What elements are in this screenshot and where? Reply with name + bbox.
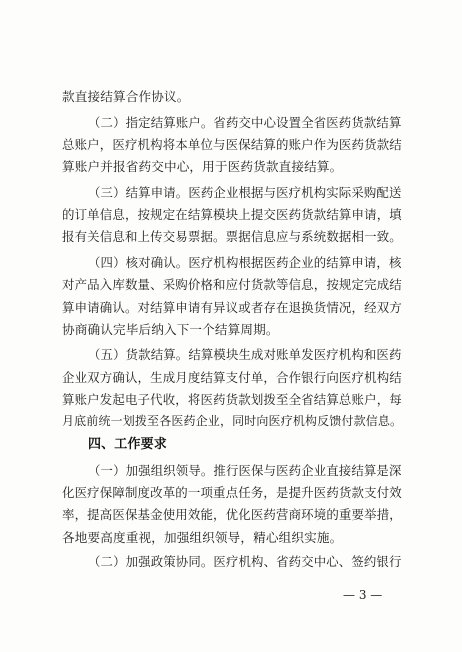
text-line-18: 化医疗保障制度改革的一项重点任务，是提升医药货款支付效 bbox=[62, 485, 402, 500]
text-line-13: 企业双方确认，生成月度结算支付单，合作银行向医疗机构结 bbox=[62, 370, 402, 385]
text-line-4: 算账户并报省药交中心，用于医药货款直接结算。 bbox=[62, 159, 343, 174]
text-line-9: 对产品入库数量、采购价格和应付货款等信息，按规定完成结 bbox=[62, 277, 402, 292]
text-line-3: 总账户，医疗机构将本单位与医保结算的账户作为医药货款结 bbox=[62, 137, 402, 152]
text-line-14: 算账户发起电子代收，将医药货款划拨至全省结算总账户，每 bbox=[62, 392, 402, 407]
text-line-11: 协商确认完毕后纳入下一个结算周期。 bbox=[62, 322, 279, 337]
text-line-19: 率，提高医保基金使用效能，优化医药营商环境的重要举措， bbox=[62, 507, 402, 522]
page-number: — 3 — bbox=[343, 588, 383, 602]
text-line-15: 月底前统一划拨至各医药企业，同时向医疗机构反馈付款信息。 bbox=[62, 414, 403, 428]
section-heading: 四、工作要求 bbox=[88, 437, 167, 452]
text-line-1: 款直接结算合作协议。 bbox=[62, 89, 190, 104]
text-line-6: 的订单信息，按规定在结算模块上提交医药货款结算申请，填 bbox=[62, 207, 402, 222]
text-line-2: （二）指定结算账户。省药交中心设置全省医药货款结算 bbox=[88, 115, 402, 130]
text-line-20: 各地要高度重视，加强组织领导，精心组织实施。 bbox=[62, 530, 343, 545]
text-line-17: （一）加强组织领导。推行医保与医药企业直接结算是深 bbox=[88, 463, 402, 478]
text-line-5: （三）结算申请。医药企业根据与医疗机构实际采购配送 bbox=[88, 185, 402, 200]
text-line-12: （五）货款结算。结算模块生成对账单发医疗机构和医药 bbox=[88, 347, 402, 362]
text-line-8: （四）核对确认。医疗机构根据医药企业的结算申请，核 bbox=[88, 255, 402, 270]
text-line-21: （二）加强政策协同。医疗机构、省药交中心、签约银行 bbox=[88, 554, 402, 569]
text-line-7: 报有关信息和上传交易票据。票据信息应与系统数据相一致。 bbox=[62, 229, 402, 244]
text-line-10: 算申请确认。对结算申请有异议或者存在退换货情况，经双方 bbox=[62, 300, 402, 315]
